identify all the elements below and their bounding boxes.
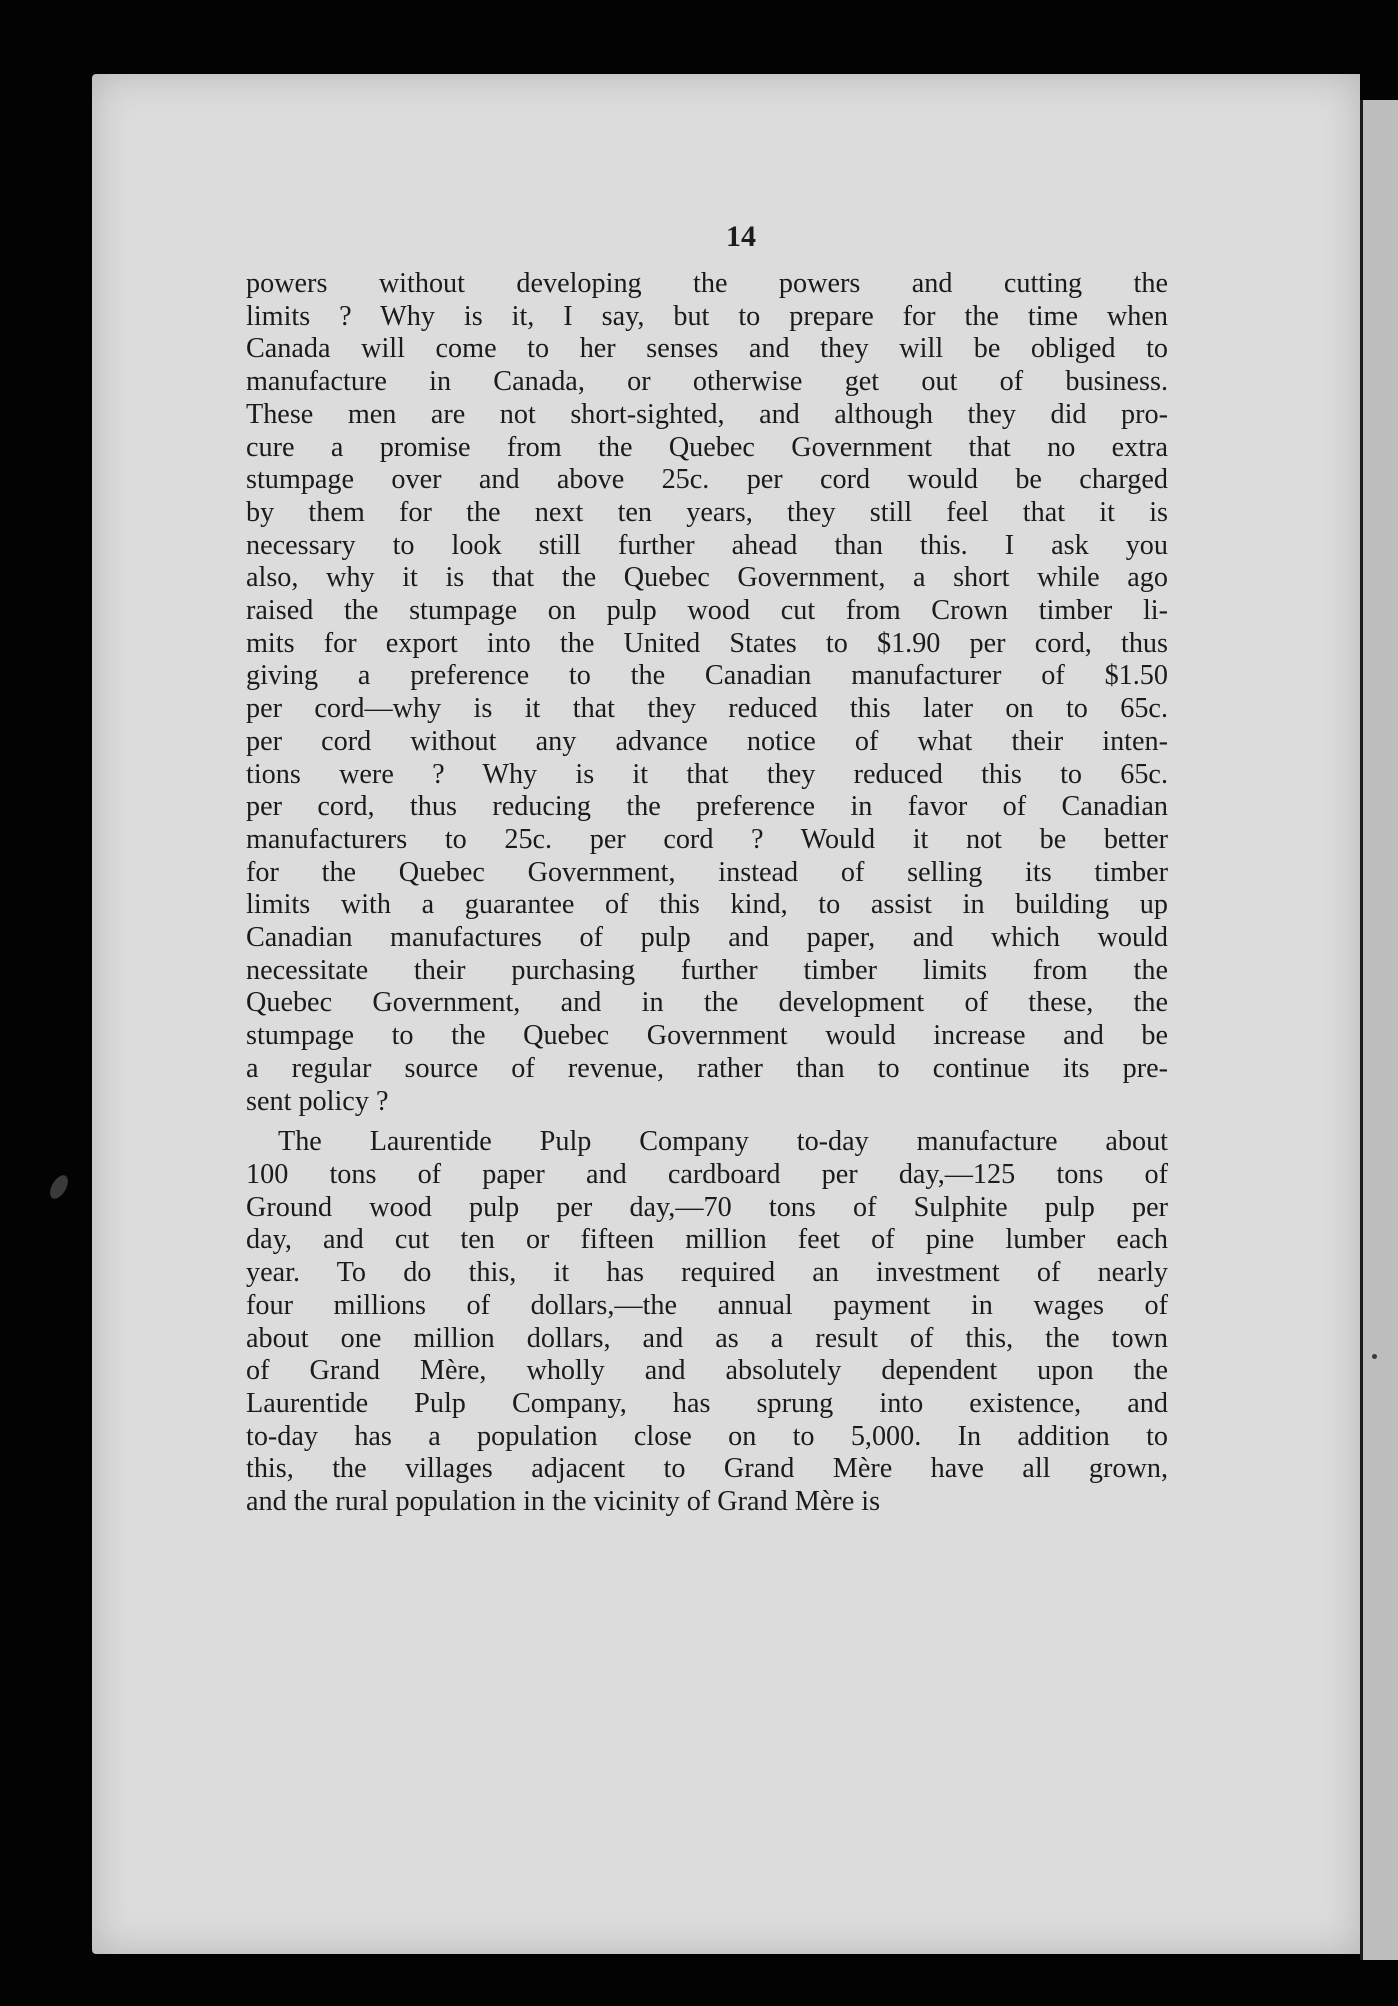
text-line: Laurentide Pulp Company, has sprung into existence, and (246, 1387, 1168, 1419)
text-line: year. To do this, it has required an investment of nearly (246, 1257, 1168, 1289)
text-line: 100 tons of paper and cardboard per day,—125 tons of (246, 1158, 1168, 1190)
text-line: These men are not short-sighted, and although they did pro- (246, 398, 1168, 430)
text-line: manufacture in Canada, or otherwise get out of business. (246, 366, 1168, 398)
text-line: manufacturers to 25c. per cord ? Would it not be better (246, 823, 1168, 855)
text-line: Canadian manufactures of pulp and paper, and which would (246, 922, 1168, 954)
text-line: cure a promise from the Quebec Government that no extra (246, 431, 1168, 463)
text-line: stumpage to the Quebec Government would increase and be (246, 1020, 1168, 1052)
text-line: per cord, thus reducing the preference in favor of Canadian (246, 791, 1168, 823)
text-line: Canada will come to her senses and they will be obliged to (246, 333, 1168, 365)
text-line: limits with a guarantee of this kind, to assist in building up (246, 889, 1168, 921)
text-line: to-day has a population close on to 5,000. In addition to (246, 1420, 1168, 1452)
text-line: sent policy ? (246, 1085, 389, 1117)
text-line: also, why it is that the Quebec Government, a short while ago (246, 562, 1168, 594)
facing-page-edge (1360, 100, 1398, 1960)
paragraph (246, 1126, 1168, 1518)
text-line: per cord—why is it that they reduced this later on to 65c. (246, 693, 1168, 725)
text-line: Ground wood pulp per day,—70 tons of Sulphite pulp per (246, 1191, 1168, 1223)
text-line: a regular source of revenue, rather than to continue its pre- (246, 1052, 1168, 1084)
text-line: by them for the next ten years, they still feel that it is (246, 496, 1168, 528)
page-number: 14 (726, 220, 756, 253)
page-text (246, 268, 1168, 1519)
text-line: limits ? Why is it, I say, but to prepare for the time when (246, 300, 1168, 332)
ink-speck (1372, 1354, 1377, 1359)
text-line: necessary to look still further ahead than this. I ask you (246, 529, 1168, 561)
text-line: day, and cut ten or fifteen million feet of pine lumber each (246, 1224, 1168, 1256)
text-line: this, the villages adjacent to Grand Mère have all grown, (246, 1453, 1168, 1485)
paragraph (246, 268, 1168, 1118)
text-line: about one million dollars, and as a result of this, the town (246, 1322, 1168, 1354)
text-line: necessitate their purchasing further timber limits from the (246, 954, 1168, 986)
text-line: and the rural population in the vicinity of Grand Mère is (246, 1486, 881, 1518)
text-line: per cord without any advance notice of what their inten- (246, 725, 1168, 757)
text-line: mits for export into the United States to $1.90 per cord, thus (246, 627, 1168, 659)
text-line: Quebec Government, and in the development of these, the (246, 987, 1168, 1019)
text-line: tions were ? Why is it that they reduced this to 65c. (246, 758, 1168, 790)
text-line: of Grand Mère, wholly and absolutely dependent upon the (246, 1355, 1168, 1387)
text-line: powers without developing the powers and cutting the (246, 268, 1168, 299)
text-line: stumpage over and above 25c. per cord would be charged (246, 464, 1168, 496)
text-line: raised the stumpage on pulp wood cut from Crown timber li- (246, 595, 1168, 627)
text-line: for the Quebec Government, instead of selling its timber (246, 856, 1168, 888)
text-line: The Laurentide Pulp Company to-day manufacture about (278, 1126, 1168, 1158)
text-line: giving a preference to the Canadian manufacturer of $1.50 (246, 660, 1168, 692)
text-line: four millions of dollars,—the annual payment in wages of (246, 1289, 1168, 1321)
